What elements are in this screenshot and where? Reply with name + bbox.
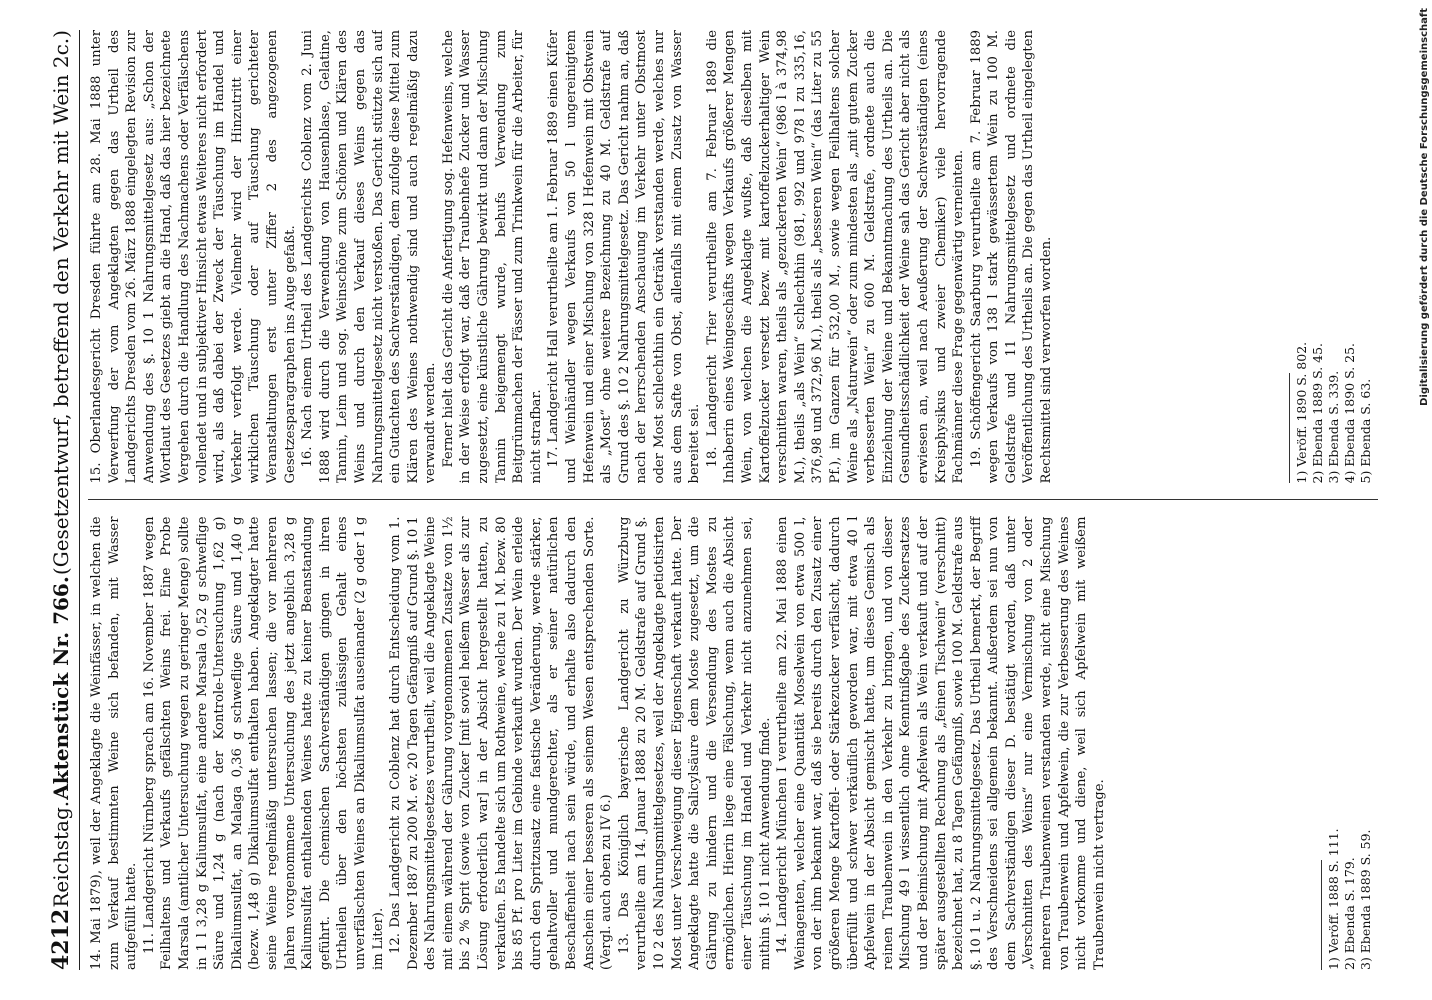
header-center: Aktenstück Nr. 766.	[49, 576, 73, 800]
footnote: 3) Ebenda S. 339.	[1326, 370, 1341, 484]
left-column	[88, 517, 1378, 971]
footnote: 1) Veröff. 1888 S. 111.	[1326, 828, 1341, 970]
text-columns	[88, 30, 1378, 970]
right-paragraph: 15. Oberlandesgericht Dresden führte am 28. Mai 1888 unter Verwerfung der vom Angeklagten gegen das Urtheil des Landgerichts Dresden vom 26. März 1888 eingelegten Revision zur Anwendung des §. 10 1 Nahrungsmittelgesetz aus: „Schon der Wortlaut des Gesetzes giebt an die Hand, daß das hier bezeichnete Vergehen durch die Handlung des Nachmachens oder Verfälschens vollendet und in subjektiver Hinsicht etwas Weiteres nicht erfordert wird, als daß dabei der Zweck der Täuschung im Handel und Verkehr verfolgt werde. Vielmehr wird der Hinzutritt einer wirklichen Täuschung oder auf Täuschung gerichteter Veranstaltungen erst unter Ziffer 2 des angezogenen Gesetzesparagraphen ins Auge gefaßt.	[89, 30, 298, 484]
right-paragraph: 18. Landgericht Trier verurtheilte am 7. Februar 1889 die Inhaberin eines Weingeschäfts wegen Verkaufs größerer Mengen Wein, von welchen die Angeklagte wußte, daß dieselben mit Kartoffelzucker versetzt bezw. mit kartoffelzuckerhaltiger Wein verschnitten waren, theils als „gezuckerten Wein“ (986 l à 374,98 M.), theils „als Wein“ schlechthin (981, 992 und 978 l zu 335,16, 376,98 und 372,96 M.), theils als „besseren Wein“ (das Liter zu 55 Pf.), im Ganzen für 532,00 M., sowie wegen Feilhaltens solcher Weine als „Naturwein“ oder zum mindesten als „mit gutem Zucker verbesserten Wein“ zu 600 M. Geldstrafe, ordnete auch die Einziehung der Weine und Bekanntmachung des Urtheils an. Die Gesundheitsschädlichkeit der Weine sah das Gericht aber nicht als erwiesen an, weil nach Aeußerung der Sachverständigen (eines Kreisphysikus und zweier Chemiker) viele hervorragende Fachmänner diese Frage gegenwärtig verneinten.	[704, 30, 967, 484]
right-paragraph: 19. Schöffengericht Saarburg verurtheilte am 7. Februar 1889 wegen Verkaufs von 138 l stark gewässertem Wein zu 100 M. Geldstrafe und 11 Nahrungsmittelgesetz und ordnete die Veröffentlichung des Urtheils an. Die gegen das Urtheil eingelegten Rechtsmittel sind verworfen worden.	[968, 30, 1055, 484]
right-footnotes	[1289, 30, 1374, 484]
footnote: 2) Ebenda S. 179.	[1342, 857, 1357, 970]
footnote: 1) Veröff. 1890 S. 802.	[1294, 341, 1309, 484]
right-paragraph: 17. Landgericht Hall verurtheilte am 1. Februar 1889 einen Küfer und Weinhändler wegen Verkaufs von 50 l ungereinigtem Hefenwein und einer Mischung von 328 l Hefenwein mit Obstwein als „Most“ ohne weitere Bezeichnung zu 40 M. Geldstrafe auf Grund des §. 10 2 Nahrungsmittelgesetz. Das Gericht nahm an, daß nach der herrschenden Anschauung im Verkehr unter Obstmost oder Most schlechthin ein Getränk verstanden werde, welches nur aus dem Safte von Obst, allenfalls mit einem Zusatz von Wasser bereitet sei.	[546, 30, 703, 484]
header-left: Reichstag.	[49, 800, 73, 908]
page-header	[49, 30, 80, 970]
rotated-document-page	[31, 0, 1401, 1000]
right-column-text	[88, 30, 1056, 484]
digitization-note: Digitalisierung gefördert durch die Deutsche Forschungsgemeinschaft	[1419, 8, 1430, 406]
page-number: 4212	[48, 908, 74, 970]
left-paragraph: 13. Das Königlich bayerische Landgericht zu Würzburg verurtheilte am 14. Januar 1888 zu 20 M. Geldstrafe auf Grund §. 10 2 des Nahrungsmittelgesetzes, weil der Angeklagte petiotisirten Most unter Verschweigung dieser Eigenschaft verkauft hatte. Der Angeklagte hatte die Salicylsäure dem Moste zugesetzt, um die Gährung zu hindern und die Versendung des Mostes zu ermöglichen. Hierin liege eine Fälschung, wenn auch die Absicht einer Täuschung im Handel und Verkehr nicht anzunehmen sei, mithin §. 10 1 nicht Anwendung finde.	[616, 516, 773, 970]
right-paragraph: Ferner hielt das Gericht die Anfertigung sog. Hefenweins, welche in der Weise erfolgt war, daß der Traubenhefe Zucker und Wasser zugesetzt, eine künstliche Gährung bewirkt und dann der Mischung Tannin beigemengt wurde, behufs Verwendung zum Beitgrünmachen der Fässer und zum Trinkwein für die Arbeiter, für nicht strafbar.	[440, 30, 544, 484]
left-paragraph: 14. Landgericht München I verurtheilte am 22. Mai 1888 einen Weinagenten, welcher eine Quantität Moselwein von etwa 500 l, von der ihm bekannt war, daß sie bereits durch den Zusatz einer größeren Menge Kartoffel- oder Stärkezucker verfälscht, dadurch überfüllt und schwer verkäuflich geworden war, mit etwa 40 l Apfelwein in der Absicht gemischt hatte, um dieses Gemisch als reinen Traubenwein in den Verkehr zu bringen, und von dieser Mischung 49 l wissentlich ohne Kenntnißgabe des Zuckersatzes und der Beimischung mit Apfelwein als Wein verkauft und auf der später ausgestellten Rechnung als „feinen Tischwein“ (verschnitt) bezeichnet hat, zu 8 Tagen Gefängniß, sowie 100 M. Geldstrafe aus §. 10 1 u. 2 Nahrungsmittelgesetz. Das Urtheil bemerkt, der Begriff des Verschneidens sei allgemein bekannt. Außerdem sei nun von dem Sachverständigen dieser D. bestätigt worden, daß unter „Verschnitten des Weins“ nur eine Vermischung von 2 oder mehreren Traubenweinen verstanden werde, nicht eine Mischung von Traubenwein und Apfelwein, die zur Verbesserung des Weines nicht vorkomme und diene, weil sich Apfelwein mit weißem Traubenwein nicht vertrage.	[775, 516, 1107, 970]
footnote: 4) Ebenda 1890 S. 25.	[1342, 342, 1357, 484]
left-column-text	[88, 517, 1108, 971]
footnote: 5) Ebenda S. 63.	[1358, 378, 1373, 484]
header-right: (Gesetzentwurf, betreffend den Verkehr mit Wein 2c.)	[49, 30, 73, 576]
right-column	[88, 30, 1378, 484]
left-paragraph: 12. Das Landgericht zu Coblenz hat durch Entscheidung vom 1. Dezember 1887 zu 200 M. ev. 20 Tagen Gefängniß auf Grund §. 10 1 des Nahrungsmittelgesetzes verurtheilt, weil die Angeklagte Weine mit einem während der Gährung vorgenommenen Zusatze von 1½ bis 2 % Sprit (sowie von Zucker [mit soviel heißem Wasser als zur Lösung erforderlich war] in der Absicht hergestellt hatten, zu verkaufen. Es handelte sich um Rothweine, welche zu 1 M. bezw. 80 bis 85 Pf. pro Liter im Gebinde verkauft wurden. Der Wein erleide durch den Spritzusatz eine fastische Veränderung, werde stärker, gehaltvoller und mundgerechter, als er seiner natürlichen Beschaffenheit nach sein würde, und erhalte also dadurch den Anschein einer besseren als seinem Wesen entsprechenden Sorte. (Vergl. auch oben zu IV 6.)	[388, 516, 615, 970]
footnote: 2) Ebenda 1889 S. 45.	[1310, 342, 1325, 484]
footnote-rule	[1321, 860, 1322, 970]
column-divider	[88, 500, 1378, 501]
left-footnotes	[1321, 517, 1374, 971]
left-paragraph: 11. Landgericht Nürnberg sprach am 16. November 1887 wegen Feilhaltens und Verkaufs gefälschten Weins frei. Eine Probe Marsala (amtlicher Untersuchung wegen zu geringer Menge) sollte in 1 l 3,28 g Kaliumsulfat, eine andere Marsala 0,52 g schweflige Säure und 1,24 g (nach der Kontrole-Untersuchung 1,62 g) Dikaliumsulfat, an Malaga 0,36 g schweflige Säure und 1,40 g (bezw. 1,48 g) Dikaliumsulfat enthalten haben. Angeklagter hatte seine Weine regelmäßig untersuchen lassen; die vor mehreren Jahren vorgenommene Untersuchung des jetzt angeblich 3,28 g Kaliumsulfat enthaltenden Weines hatte zu keiner Beanstandung geführt. Die chemischen Sachverständigen gingen in ihren Urtheilen über den höchsten zulässigen Gehalt eines unverfälschten Weines an Dikaliumsulfat auseinander (2 g oder 1 g im Liter).	[141, 516, 386, 970]
footnote-rule	[1289, 374, 1290, 484]
footnote: 3) Ebenda 1889 S. 59.	[1358, 829, 1373, 970]
left-paragraph: 14. Mai 1879), weil der Angeklagte die Weinfässer, in welchen die zum Verkauf bestimmten Weine sich befanden, mit Wasser aufgefüllt hatte.	[89, 516, 140, 970]
right-paragraph: 16. Nach einem Urtheil des Landgerichts Coblenz vom 2. Juni 1888 wird durch die Verwendung von Hausenblase, Gelatine, Tannin, Leim und sog. Weinschöne zum Schönen und Klären des Weins und durch den Verkauf dieses Weins gegen das Nahrungsmittelgesetz nicht verstoßen. Das Gericht stützte sich auf ein Gutachten des Sachverständigen, dem zufolge diese Mittel zum Klären des Weines nothwendig sind und auch regelmäßig dazu verwandt werden.	[300, 30, 439, 484]
